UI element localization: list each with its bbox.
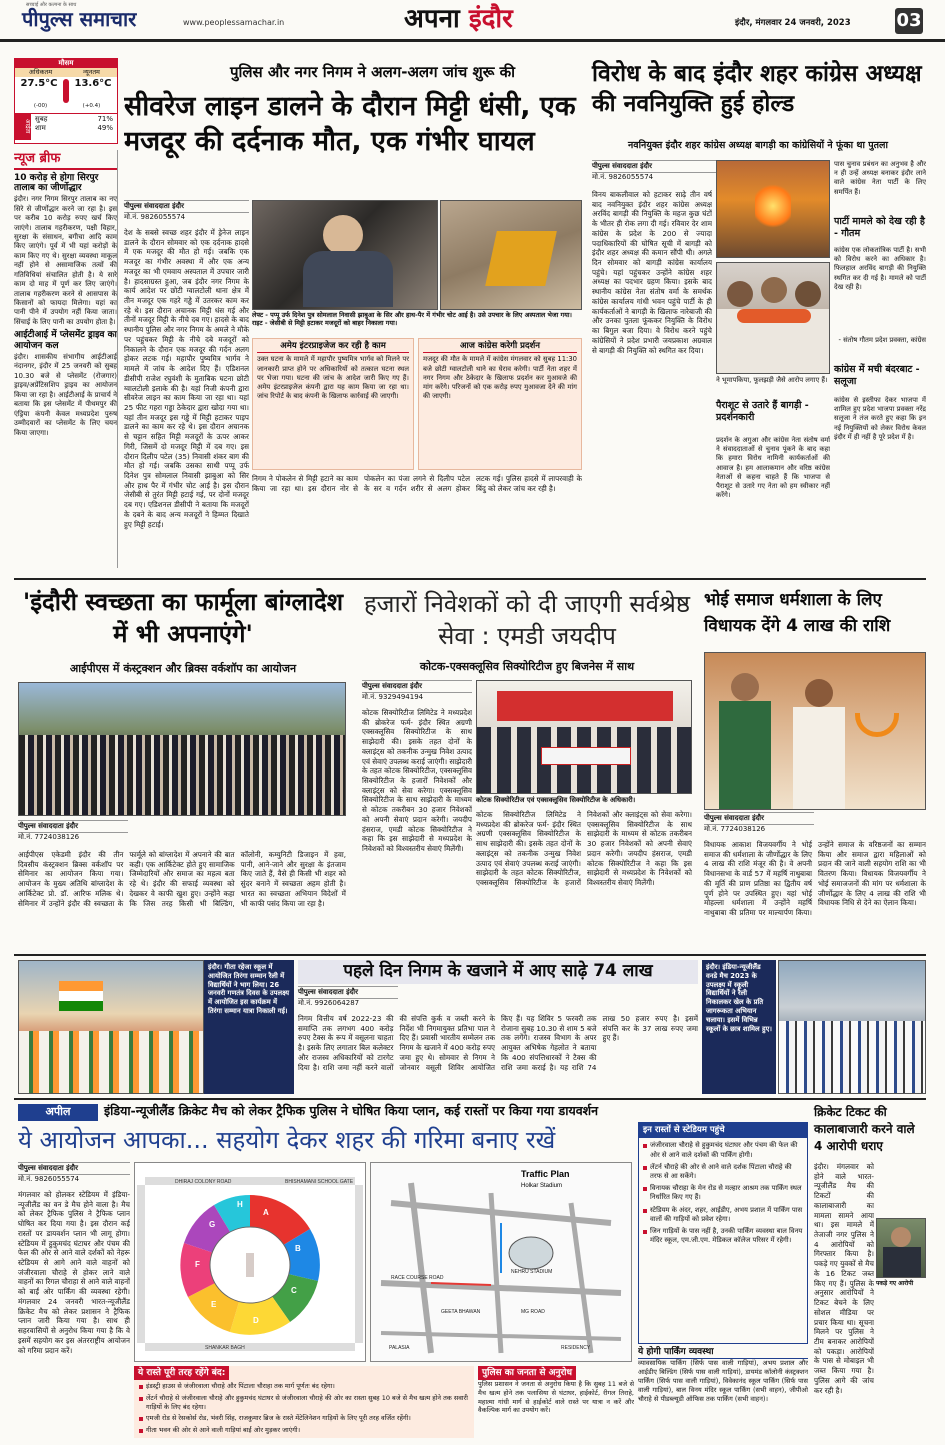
sidebox-congress-body: मजदूर की मौत के मामले में कांग्रेस मंगलवार को सुबह 11:30 बजे छोटी ग्वालटोली थाने का घेराव करेगी। पार्टी नेता शहर में नगर निगम और ठेकेदार के खिलाफ प्रदर्शन कर मुआवजे की मांग करेंगे। परिजनों को एक करोड़ रुपए मुआवजा देने की मांग की जाएगी। <box>423 355 577 401</box>
traffic-plan-svg <box>371 1163 631 1361</box>
lead-photo-caption: लेफ्ट - पप्पू उर्फ दिनेश पुत्र सोमलाल निवासी झाबुआ के सिर और हाथ-पैर में गंभीर चोट आई है। उसे उपचार के लिए अस्पताल भेजा गया। राइट - जेसीबी से मिट्टी हटाकर मजदूरों को बाहर निकाला गया। <box>252 311 572 327</box>
section-prefix: अपना <box>404 4 460 34</box>
website-link[interactable]: www.peoplessamachar.in <box>183 18 285 27</box>
lead-kicker: पुलिस और नगर निगम ने अलग-अलग जांच शुरू की <box>229 63 515 81</box>
parking-body: व्यावसायिक पार्किंग (सिर्फ पास वाली गाड़ियां), अभय प्रशाल और आईडीए बिल्डिंग (सिर्फ पास वाली गाड़ियां), डायमंड कॉलोनी कंस्ट्रक्शन पार्किंग (सिर्फ पास वाली गाड़ियां), विवेकानंद स्कूल पार्किंग (सिर्फ पास वाली गाड़ियां), बाल विनय मंदिर स्कूल पार्किंग (सभी वाहन), जीपीओ चौराहे से पीडब्ल्यूडी ऑफिस तक पार्किंग (सभी वाहन)। <box>638 1359 808 1403</box>
tickets-body: इंदौर। मंगलवार को होने वाले भारत-न्यूजीलैंड मैच की टिकटों की कालाबाजारी का मामला सामने आया था। इस मामले में तेजाजी नगर पुलिस ने 4 आरोपियों को गिरफ्तार किया है। पकड़े गए युवकों से मैच के 16 टिकट जब्त किए गए हैं। पुलिस के अनुसार आरोपियों ने टिकट बेचने के लिए सोशल मीडिया पर प्रचार किया था। सूचना मिलने पर पुलिस ने टीम बनाकर आरोपियों को पकड़ा। आरोपियों के पास से मोबाइल भी जब्त किया गया है। पुलिस आगे की जांच कर रही है। <box>814 1162 874 1395</box>
congress-sub2-body: कांग्रेस एक लोकतांत्रिक पार्टी है। सभी को विरोध करने का अधिकार है। फिलहाल अरविंद बागड़ी की नियुक्ति स्थगित कर दी गई है। मामले को पार्टी देख रही है। <box>834 246 926 291</box>
dateline: इंदौर, मंगलवार 24 जनवरी, 2023 <box>735 18 851 28</box>
lead-sidebox-congress <box>418 338 582 470</box>
map-place-label: GEETA BHAWAN <box>441 1309 481 1315</box>
stand-label: F <box>195 1260 200 1269</box>
parking-box <box>638 1346 808 1438</box>
logo-tagline: सच्चाई और कल्पना के साथ <box>26 2 77 8</box>
sidebox-amey-title: अमेय इंटरप्राइजेज कर रही है काम <box>257 341 409 353</box>
tickets-accused-photo <box>876 1218 926 1278</box>
congress-mobile: मो.नं. 9826055574 <box>592 173 654 182</box>
map-road <box>491 1193 501 1353</box>
evening-humidity: 49% <box>97 124 113 133</box>
bhoi-body: विधायक आकाश विजयवर्गीय ने भोई समाज की धर्मशाला के जीर्णोद्धार के लिए 4 लाख की राशि मंजूर की है। वे अपनी विधानसभा के वार्ड 57 में महर्षि नाथुबाबा की मूर्ति की प्राण प्रतिष्ठा का द्वितीय वर्ष पूर्ण होने पर उपस्थित हुए। यहां भोई मोहल्ला धर्मशाला में उन्होंने महर्षि नाथुबाबा की प्रतिमा पर माल्यार्पण किया। उन्होंने समाज के वरिष्ठजनों का सम्मान किया और समाज द्वारा महिलाओं को प्रदान की जाने वाली सहयोग राशि का भी वितरण किया। विधायक विजयवर्गीय ने भोई समाजजनों की मांग पर धर्मशाला के जीर्णोद्धार के लिए 4 लाख की राशि भी विधायक निधि से देने का ऐलान किया। <box>704 840 926 918</box>
cheque-board-icon <box>541 747 631 765</box>
route-item: विनायक चौराहा के मेन रोड से मल्हार आश्रम तक पार्किंग स्थल निर्धारित किए गए हैं। <box>642 1184 804 1202</box>
morning-label: सुबह <box>35 114 48 123</box>
kotak-body-right: कोटक सिक्योरिटीज लिमिटेड ने मध्यप्रदेश की ब्रोकरेज फर्म- इंदौर स्थित अग्रणी एक्सक्लूसिव सिक्योरिटीज के साथ साझेदारी की। इसके तहत दोनों के क्लाइंट्स को तकनीक उन्मुख निवेश उत्पाद एवं सेवाएं उपलब्ध कराई जाएंगी। साझेदारी के तहत कोटक सिक्योरिटीज, एक्सक्लूसिव सिक्योरिटीज के हजारों निवेशकों और क्लाइंट्स को सेवा करेगा। एक्सक्लूसिव सिक्योरिटीज के साथ साझेदारी के माध्यम से कोटक तकरीबन 30 हजार निवेशकों को अपनी सेवाएं प्रदान करेगी। जयदीप हंसराज, एमडी कोटक सिक्योरिटीज ने कहा कि इस साझेदारी से मध्यप्रदेश के निवेशकों को विश्वस्तरीय सेवाएं मिलेंगी। <box>476 810 692 888</box>
map-road <box>391 1203 611 1223</box>
max-diff: (-00) <box>33 103 48 110</box>
congress-sub1-body: प्रदर्शन के अगुआ और कांग्रेस नेता संतोष वर्मा ने संवाददाताओं से चुनाव पूंकने के बाद कहा कि हमारा विरोध नामिनी कार्यकर्ताओं की आवाज है। हम आलाकमान और वरिष्ठ कांग्रेस नेताओं से कहना चाहते हैं कि भाजपा से पैराशूट से उतारे गए नेता को हम स्वीकार नहीं करेंगे। <box>716 436 830 500</box>
parking-title: ये होगी पार्किंग व्यवस्था <box>638 1346 808 1359</box>
sidebox-amey-body: उक्त घटना के मामले में महापौर पुष्यमित्र भार्गव को मिलने पर जानकारी प्राप्त होने पर अधिकारियों को तत्काल घटना स्थल पर भेजा गया। घटना की जांच के आदेश जारी किए गए हैं। अमेय इंटरप्राइजेज कंपनी द्वारा यह काम किया जा रहा था। जांच रिपोर्ट के बाद कंपनी के खिलाफ कार्रवाई की जाएगी। <box>257 355 409 401</box>
route-item: स्टेडियम के अंदर, शहर, आईडीए, अभय प्रशाल में पार्किंग पास वालों की गाड़ियों को प्रवेश रहेगा। <box>642 1206 804 1224</box>
bhoi-mobile: मो.नं. 7724038126 <box>704 825 766 834</box>
congress-sub2-name: - संतोष गौतम प्रदेश प्रवक्ता, कांग्रेस <box>838 336 926 344</box>
police-appeal-body: पुलिस प्रशासन ने जनता से अनुरोध किया है कि सुबह 11 बजे से मैच खत्म होने तक पलासिया से घंटाघर, हाईकोर्ट, रीगल तिराहे, महात्मा गांधी मार्ग से हाईकोर्ट वाले रास्ते पर यात्रा न करें और वैकल्पिक मार्ग का उपयोग करें। <box>478 1380 634 1415</box>
congress-subhead: नवनियुक्त इंदौर शहर कांग्रेस अध्यक्ष बागड़ी का कांग्रेसियों ने फूंका था पुतला <box>628 140 888 151</box>
police-appeal-title: पुलिस का जनता से अनुरोध <box>478 1366 576 1380</box>
evening-label: शाम <box>35 124 46 133</box>
map-place-label: MG ROAD <box>521 1309 545 1315</box>
traffic-reporter: पीपुल्स संवाददाता <box>18 1164 64 1172</box>
divider-row3 <box>14 1098 926 1100</box>
closed-roads-list <box>134 1380 474 1438</box>
stadium-svg <box>135 1163 365 1361</box>
section-city: इंदौर <box>468 4 513 34</box>
brief-title: न्यूज ब्रीफ <box>14 150 117 170</box>
lead-byline-block <box>124 200 249 225</box>
kotak-byline-block <box>362 680 472 705</box>
rally-caption-left: इंदौर। गीता रहेजा स्कूल में आयोजित तिरंगा सम्मान रैली में विद्यार्थियों ने भाग लिया। 26 जनवरी गणतंत्र दिवस के उपलक्ष्य में आयोजित इस कार्यक्रम में तिरंगा सम्मान यात्रा निकाली गई। <box>204 960 294 1094</box>
stand-label: H <box>237 1200 243 1209</box>
tickets-headline: क्रिकेट टिकट की कालाबाजारी करने वाले 4 आरोपी धराए <box>814 1105 915 1153</box>
traffic-byline-block <box>18 1162 130 1187</box>
stand-label: C <box>291 1286 297 1295</box>
bhoi-reporter: पीपुल्स संवाददाता <box>704 814 750 822</box>
congress-sub3: कांग्रेस में मची बंदरबाट - सलूजा <box>834 364 920 387</box>
congress-city: इंदौर <box>640 162 652 170</box>
map-title: Traffic Plan <box>521 1169 570 1179</box>
revenue-body: निगम वित्तीय वर्ष 2022-23 की समाप्ति तक लगभग 400 करोड़ रुपए टैक्स के रूप में वसूलना चाहता है। इसके लिए लगातार बिल कलेक्टर और राजस्व अधिकारियों को टारगेट दिया है। राशि जमा नहीं करने वालों की संपत्ति कुर्क व जब्ती करने के निर्देश भी निगमायुक्त प्रतिभा पाल ने दिए हैं। प्रवासी भारतीय सम्मेलन तक निगम के खजाने में 400 करोड़ रुपए जमा हुए थे। सोमवार से निगम ने जोनवार वसूली शिविर आयोजित किए हैं। यह शिविर 5 फरवरी तक रोजाना सुबह 10.30 से शाम 5 बजे तक लगेंगे। राजस्व विभाग के अपर आयुक्त अभिषेक गेहलोत ने बताया कि 400 संपत्तिधारकों ने टैक्स की राशि जमा कराई है। यह राशि 74 लाख 50 हजार रुपए है। इसमें संपत्ति कर के 37 लाख रुपए जमा हुए हैं। <box>298 1014 698 1072</box>
stand-label: A <box>263 1208 269 1217</box>
bangladesh-byline-block <box>18 820 128 845</box>
congress-effigy-photo <box>716 160 830 258</box>
map-road-label: DHIRAJ COLONY ROAD <box>175 1179 232 1185</box>
congress-byline-block <box>592 160 720 185</box>
divider-row1 <box>14 578 926 580</box>
excavator-bucket-icon <box>485 231 557 286</box>
bhoi-city: इंदौर <box>752 814 764 822</box>
map-place-label: PALASIA <box>389 1345 410 1351</box>
congress-reporter: पीपुल्स संवाददाता <box>592 162 638 170</box>
bangladesh-subhead: आईपीएस में कंस्ट्रक्शन और ब्रिक्स वर्कशॉप का आयोजन <box>69 662 297 675</box>
lead-body-left: देश के सबसे स्वच्छ शहर इंदौर में ड्रेनेज लाइन डालने के दौरान सोमवार को एक दर्दनाक हादसे में एक मजदूर की मौत हो गई। जबकि एक मजदूर का गंभीर अवस्था में और एक अन्य मजदूर का भी एमवाय अस्पताल में उपचार जारी है। हादसाग्रस्त हुआ, जब इंदौर नगर निगम के कार्य आदेश पर छोटी ग्वालटोली थाना क्षेत्र में तीन मजदूर एक गहरे गड्ढे में उतरकर काम कर रहे थे। इस दौरान अचानक मिट्टी धंस गई और तीनों मजदूर मिट्टी के नीचे दब गए। हादसे के बाद स्थानीय पुलिस और नगर निगम के अमले ने मौके पर पहुंचकर मिट्टी के नीचे दबे मजदूरों को निकालने के दौरान एक मजदूर की गर्दन अलग होकर लटक गई। महापौर पुष्यमित्र भार्गव ने मामले में जांच के आदेश दिए हैं। एडिशनल डीसीपी राजेश रघुवंशी के मुताबिक घटना छोटी ग्वालटोली इलाके की है। यहां निजी कंपनी द्वारा सीवरेज लाइन का काम किया जा रहा था। यहां 25 फीट गहरा गड्ढा ठेकेदार द्वारा खोदा गया था। यहां तीन मजदूर इस गड्ढे में मिट्टी हटाकर पाइप डालने का काम कर रहे थे। इस दौरान अचानक से चट्टान सहित मिट्टी मजदूरों के ऊपर आकर गिरी, जिसमें दो मजदूर मिट्टी में दब गए। इस दौरान दिलीप पटेल (35) निवासी शंकर बाग की मौत हो गई। जबकि उसका साथी पप्पू उर्फ दिनेश पुत्र सोमलाल निवासी झाबुआ को सिर और हाथ पैर में गंभीर चोट आई है। इस दौरान जेसीबी से तुरंत मिट्टी हटाई गई, पर दोनों मजदूर दब गए। एडिशनल डीसीपी ने बताया कि मजदूरों के दबने के बाद अन्य मजदूरों ने हिम्मत दिखाते हुए मिट्टी हटाई। <box>124 228 249 529</box>
congress-sub2: पार्टी मामले को देख रही है - गौतम <box>834 216 925 239</box>
brief-item <box>14 330 117 438</box>
weather-title: मौसम <box>15 59 117 68</box>
bangladesh-body: आईपीएस एकेडमी इंदौर की तीन दिवसीय कंस्ट्रक्शन ब्रिक्स वर्कशॉप पर सेमिनार का आयोजन किया गया। आयोजन के मुख्य अतिथि बांग्लादेश के आर्किटेक्ट प्रो. डॉ. आरिफ मलिक थे। सेमिनार में उन्होंने इंदौर की स्वच्छता के फार्मूले को बांग्लादेश में अपनाने की बात कही। एक आर्किटेक्ट होते हुए सामाजिक जिम्मेदारियों और समाज का महत्व बता रहे थे। इंदौर की सफाई व्यवस्था को देखकर वे काफी खुश हुए। उन्होंने कहा कि जिस तरह किसी भी बिल्डिंग, कॉलोनी, कम्युनिटी डिजाइन में हवा, पानी, आने-जाने और सुरक्षा के इंतजाम किए जाते हैं, वैसे ही किसी भी शहर को सुंदर बनाने में स्वच्छता अहम होती है। भारत का स्वच्छता अभियान विदेशों में भी काफी पसंद किया जा रहा है। <box>18 850 346 908</box>
congress-leaders-photo <box>716 262 830 374</box>
police-appeal-box <box>478 1366 634 1438</box>
bhoi-headline: भोई समाज धर्मशाला के लिए विधायक देंगे 4 लाख की राशि <box>704 590 891 636</box>
bangladesh-group-photo <box>18 682 346 816</box>
congress-body: विनय बाकलीवाल को हटाकर साढ़े तीन वर्ष बाद नवनियुक्त इंदौर शहर कांग्रेस अध्यक्ष अरविंद बागड़ी की नियुक्ति के महज कुछ घंटों के भीतर ही रोक लगा दी गई। रविवार देर शाम कांग्रेस के प्रदेश के 200 से ज्यादा पदाधिकारियों की घोषित सूची में बागड़ी को इंदौर शहर अध्यक्ष की कमान सौंपी थी। अगले दिन सोमवार को बागड़ी कांग्रेस कार्यालय पहुंचे। यहां पहुंचकर उन्होंने कांग्रेस शहर अध्यक्ष का पदभार ग्रहण किया। इसके बाद स्थानीय कांग्रेस नेता संतोष वर्मा के समर्थक कांग्रेस कार्यालय गांधी भवन पहुंचे पार्टी के ही कार्यकर्ताओं ने बागड़ी के खिलाफ नारेबाजी की और उनका पुतला फूंककर नियुक्ति के विरोध का बिगुल बजा दिया। वे विरोध करने पहुंचे कांग्रेसियों ने प्रदेश प्रभारी जयप्रकाश अग्रवाल से बागड़ी की नियुक्ति को स्थगित कर दिया। <box>592 190 712 355</box>
kotak-city: इंदौर <box>410 682 422 690</box>
road-strip <box>137 1185 145 1343</box>
stand-label: B <box>295 1244 301 1253</box>
route-item: जंजीरवाला चौराहे से हुकुमचंद घंटाघर और पंचम की फेल की ओर से आने वाले दर्शकों की पार्किंग होगी। <box>642 1141 804 1159</box>
route-item: लेंटर्न चौराहे की ओर से आने वाले दर्शक पिंटाला चौराहे की तरफ से आ सकेंगे। <box>642 1163 804 1181</box>
closed-road-item: एमजी रोड से रेसकोर्स रोड, भंवरी सिंह, राजकुमार ब्रिज के रास्ते मेंटेलिनेशन गाड़ियों के लिए पूरी तरह वर्जित रहेंगी। <box>138 1414 470 1423</box>
kotak-mobile: मो.नं. 9329494194 <box>362 693 424 702</box>
morning-humidity: 71% <box>97 114 113 123</box>
map-road-label: BHISHAMANI SCHOOL GATE <box>285 1179 354 1185</box>
congress-sub1: पैराशूट से उतारे हैं बागड़ी - प्रदर्शनकारी <box>716 400 809 423</box>
bhoi-byline-block <box>704 812 814 837</box>
stadium-marker <box>509 1237 553 1269</box>
bangladesh-mobile: मो.नं. 7724038126 <box>18 833 80 842</box>
pitch <box>246 1253 254 1277</box>
brief-item <box>14 173 117 328</box>
map-place-label: RACE COURSE ROAD <box>391 1275 444 1281</box>
traffic-mobile: मो.नं. 9826055574 <box>18 1175 80 1184</box>
map-subtitle: Holkar Stadium <box>521 1183 563 1189</box>
lead-photo-excavation <box>440 200 582 310</box>
min-label: न्यूनतम <box>66 68 117 77</box>
rally-photo-right <box>778 960 926 1094</box>
brief-item-headline: आईटीआई में प्लेसमेंट ड्राइव का आयोजन कल <box>14 330 117 351</box>
max-temp: 27.5°C <box>20 78 58 90</box>
traffic-body: मंगलवार को होलकर स्टेडियम में इंडिया-न्यूजीलैंड का वन डे मैच होने वाला है। मैच को लेकर ट्रैफिक पुलिस ने ट्रैफिक प्लान घोषित कर दिया गया है। इस दौरान कई रास्तों पर डायवर्शन प्लान भी लागू होगा। स्टेडियम में हुकुमचंद घंटाघर और पंचम की फेल की ओर से आने वाले दर्शकों को नेहरू स्टेडियम से आगे आने वाले वाहनों को जंजीरवाला चौराहे से होकर लाने वाले वाहनों का रिगल चौराहा से आने वाले वाहनों को बाईं ओर पार्किंग की व्यवस्था रहेगी। मंगलवार 24 जनवरी भारत-न्यूजीलैंड क्रिकेट मैच को लेकर प्रशासन ने ट्रैफिक प्लान जारी किया गया है। साथ ही सहरवासियों से अनुरोध किया गया है कि वे इसमें सहयोग कर इस अंतरराष्ट्रीय आयोजन को गरिमा प्रदान करें। <box>18 1190 130 1355</box>
brief-item-body: इंदौर। शासकीय संभागीय आईटीआई नंदानगर, इंदौर में 25 जनवरी को सुबह 10.30 बजे से प्लेसमेंट (रोजगार) ड्राइव/अप्रेंटिसशिप ड्राइव का आयोजन किया जा रहा है। आईटीआई के प्राचार्य ने बताया कि इस प्लेसमेंट में पीथमपुर की एंड्रिया कंपनी केवल मध्यप्रदेश पुरुष उम्मीदवारों का प्लेसमेंट के लिए चयन किया जाएगा। <box>14 353 117 437</box>
bangladesh-city: इंदौर <box>66 822 78 830</box>
max-label: अधिकतम <box>15 68 66 77</box>
flame-icon <box>755 181 791 231</box>
map-place-label: NEHRU STADIUM <box>511 1269 553 1275</box>
congress-sub3-body: कांग्रेस से इस्तीफा देकर भाजपा में शामिल हुए प्रदेश भाजपा प्रवक्ता नरेंद्र सलूजा ने तंज करते हुए कहा कि इन नई नियुक्तियों को लेकर विरोध केवल इंदौर में ही नहीं है पूरे प्रदेश में है। <box>834 396 926 441</box>
divider-row2 <box>14 954 926 956</box>
traffic-headline: इंडिया-न्यूजीलैंड क्रिकेट मैच को लेकर ट्रैफिक पुलिस ने घोषित किया प्लान, कई रास्तों पर किया गया डायवर्शन <box>104 1103 599 1118</box>
page-number: 03 <box>895 8 923 34</box>
congress-headline: विरोध के बाद इंदौर शहर कांग्रेस अध्यक्ष की नवनियुक्ति हुई होल्ड <box>592 61 922 117</box>
closed-road-item: गीता भवन की ओर से आने वाली गाड़ियां बाईं ओर मुड़कर जाएंगी। <box>138 1426 470 1435</box>
kotak-subhead: कोटक-एक्सक्लूसिव सिक्योरिटीज हुए बिजनेस में साथ <box>419 660 635 673</box>
weather-box <box>14 58 118 144</box>
closed-roads-box <box>134 1366 474 1438</box>
congress-photo-caption: ने भूमापकिया, फूलझड़ी जैसे आरोप लगाए हैं। <box>716 376 828 384</box>
min-temp: 13.6°C <box>74 78 112 90</box>
stadium-seating-map <box>134 1162 366 1362</box>
revenue-headline: पहले दिन निगम के खजाने में आए साढ़े 74 लाख <box>298 960 698 984</box>
traffic-tag: अपील <box>18 1104 98 1121</box>
sidebox-congress-title: आज कांग्रेस करेगी प्रदर्शन <box>423 341 577 353</box>
kotak-reporter: पीपुल्स संवाददाता <box>362 682 408 690</box>
brief-item-headline: 10 करोड़ से होगा सिरपुर तालाब का जीर्णोद्धार <box>14 172 99 193</box>
news-brief <box>14 150 118 568</box>
humidity-label: आर्द्रता <box>15 114 31 140</box>
lead-sidebox-amey <box>252 338 414 470</box>
road-strip <box>145 1343 355 1351</box>
closed-road-item: इंडस्ट्री हाउस से जंजीरवाला चौराहे और पिंटाला चौराहा तक मार्ग पूर्णतः बंद रहेगा। <box>138 1382 470 1391</box>
lead-mobile: मो.नं. 9826055574 <box>124 213 186 222</box>
kotak-headline: हजारों निवेशकों को दी जाएगी सर्वश्रेष्ठ सेवा : एमडी जयदीप <box>363 590 691 651</box>
routes-list <box>639 1138 807 1251</box>
revenue-byline-block <box>298 986 398 1011</box>
revenue-reporter: पीपुल्स संवाददाता <box>298 988 344 996</box>
lead-reporter: पीपुल्स संवाददाता <box>124 202 170 210</box>
lead-photo-injured <box>252 200 438 310</box>
route-item: जिन गाड़ियों के पास नहीं है, उनकी पार्किंग व्यवस्था बाल विनय मंदिर स्कूल, एम.जी.एम. मेडिकल कॉलेज परिसर में रहेगी। <box>642 1227 804 1245</box>
bhoi-ceremony-photo <box>704 652 926 810</box>
kotak-body-left: कोटक सिक्योरिटीज लिमिटेड ने मध्यप्रदेश की ब्रोकरेज फर्म- इंदौर स्थित अग्रणी एक्सक्लूसिव सिक्योरिटीज के साथ साझेदारी की। इसके तहत दोनों के क्लाइंट्स को तकनीक उन्मुख निवेश उत्पाद एवं सेवाएं उपलब्ध कराई जाएंगी। साझेदारी के तहत कोटक सिक्योरिटीज, एक्सक्लूसिव सिक्योरिटीज के हजारों निवेशकों और क्लाइंट्स को सेवा करेगा। एक्सक्लूसिव सिक्योरिटीज के साथ साझेदारी के माध्यम से कोटक तकरीबन 30 हजार निवेशकों को अपनी सेवाएं प्रदान करेगी। जयदीप हंसराज, एमडी कोटक सिक्योरिटीज ने कहा कि इस साझेदारी से मध्यप्रदेश के निवेशकों को विश्वस्तरीय सेवाएं मिलेंगी। <box>362 708 472 854</box>
traffic-slogan: ये आयोजन आपका... सहयोग देकर शहर की गरिमा बनाए रखें <box>18 1126 556 1154</box>
map-road-label: SHANKAR BAGH <box>205 1345 245 1351</box>
worker-figure-icon <box>323 215 363 255</box>
revenue-mobile: मो.नं. 9926064287 <box>298 999 360 1008</box>
min-diff: (+0.4) <box>82 103 101 110</box>
closed-roads-title: ये रास्ते पूरी तरह रहेंगे बंद: <box>134 1366 229 1380</box>
routes-title: इन रास्तों से स्टेडियम पहुंचे <box>639 1123 807 1138</box>
traffic-city: इंदौर <box>66 1164 78 1172</box>
masthead <box>0 0 945 42</box>
bangladesh-reporter: पीपुल्स संवाददाता <box>18 822 64 830</box>
section-title <box>404 2 513 37</box>
kotak-event-photo <box>476 680 692 794</box>
kotak-photo-caption: कोटक सिक्योरिटीज एवं एक्सक्लूसिव सिक्योरिटीज के अधिकारी। <box>476 796 636 804</box>
closed-road-item: लेंटर्न चौराहे से जंजीरवाला चौराहे और हुकुमचंद घंटाघर से जंजीरवाला चौराहे की ओर का रास्ता सुबह 10 बजे से मैच खत्म होने तक सवारी गाड़ियों के लिए बंद रहेगा। <box>138 1394 470 1412</box>
map-place-label: RESIDENCY <box>561 1345 591 1351</box>
congress-top-right-text: पास चुनाव प्रबंधन का अनुभव है और न ही उन्हें अध्यक्ष बनाकर इंदौर लाने वाले कांग्रेस नेता पार्टी के लिए समर्पित हैं। <box>834 160 926 196</box>
traffic-plan-map <box>370 1162 632 1362</box>
brief-item-body: इंदौर। नगर निगम सिरपुर तालाब का नए सिरे से जीर्णोद्धार करने जा रहा है। इस पर करीब 10 करोड़ रुपए खर्च किए जाएंगे। तालाब गहरीकरण, पक्षी विहार, सुरक्षा के संसाधन, बगीचा आदि काम किए जाएंगे। पूर्व में भी यहां करोड़ों के काम किए गए थे। सुरक्षा व्यवस्था माकूल नहीं होने से असामाजिक तत्वों की गतिविधियां संचालित होती है। ये सारे काम दो माह में पूर्ण कर लिए जाएंगे। तालाब गहरीकरण करने से आसपास के किसानों को फायदा मिलेगा। यहां का पानी पीने में उपयोग नहीं किया जाता। सिंचाई के लिए पानी का उपयोग होता है। <box>14 195 117 326</box>
map-road <box>381 1283 621 1293</box>
flag-icon <box>59 981 103 1011</box>
stand-label: E <box>211 1300 217 1309</box>
stand-label: D <box>253 1316 259 1325</box>
rally-caption-right: इंदौर। इंडिया-न्यूजीलैंड वनडे मैच 2023 के उपलक्ष्य में स्कूली विद्यार्थियों ने रैली निकालकर खेल के प्रति जागरूकता अभियान चलाया। इसमें विभिन्न स्कूलों के छात्र शामिल हुए। <box>702 960 776 1094</box>
tickets-photo-caption: पकड़े गए आरोपी <box>876 1280 914 1287</box>
road-strip <box>355 1185 363 1343</box>
revenue-city: इंदौर <box>346 988 358 996</box>
newspaper-logo: पीपुल्स समाचार <box>22 7 137 31</box>
lead-body-continued: निगम ने पोकलेन से मिट्टी हटाने का काम किया जा रहा था। इस दौरान नोर से पोकलेन का पंजा लगने से दिलीप पटेल के सर व गर्दन शरीर से अलग होकर लटक गई। पुलिस हादसे में लापरवाही के बिंदु को लेकर जांच कर रही है। <box>252 474 582 493</box>
rally-photo-left <box>18 960 204 1094</box>
lead-headline: सीवरेज लाइन डालने के दौरान मिट्टी धंसी, एक मजदूर की दर्दनाक मौत, एक गंभीर घायल <box>124 91 576 157</box>
stand-label: G <box>209 1220 216 1229</box>
bangladesh-headline: 'इंदौरी स्वच्छता का फार्मूला बांग्लादेश में भी अपनाएंगे' <box>22 588 344 649</box>
lead-city: इंदौर <box>172 202 184 210</box>
garland-icon <box>855 713 899 737</box>
map-road <box>571 1203 591 1353</box>
routes-box <box>638 1122 808 1344</box>
